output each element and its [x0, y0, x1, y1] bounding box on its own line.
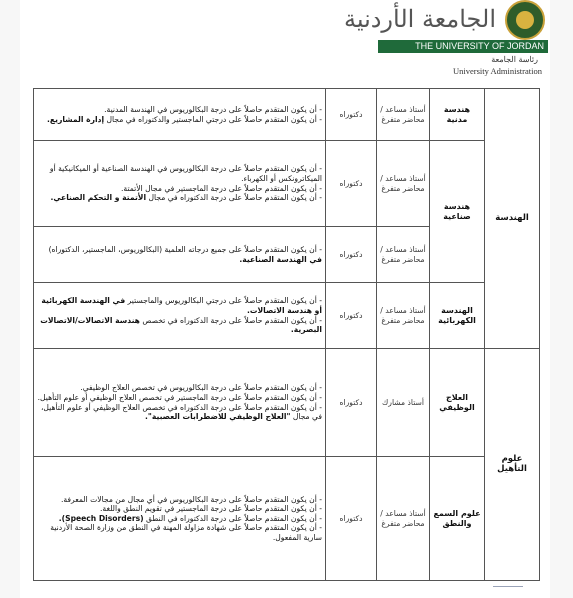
requirement-text: - أن يكون المتقدم حاصلاً على درجتي البكالوريوس والماجستير	[125, 296, 322, 306]
rank-cell: أستاذ مساعد / محاضر متفرغ	[377, 89, 430, 141]
requirement-emphasis: الأتمتة و التحكم الصناعي.	[50, 193, 147, 203]
requirement-line	[37, 514, 322, 524]
requirement-line	[37, 193, 322, 203]
requirement-text: - أن يكون المتقدم حاصلاً على درجة البكالوريوس في تخصص العلاج الوظيفي.	[80, 383, 322, 393]
requirements-cell	[34, 141, 326, 227]
requirement-line	[37, 383, 322, 393]
requirement-text: - أن يكون المتقدم حاصلاً على درجة الماجستير في مجال الأتمتة.	[120, 183, 322, 193]
requirement-text: - أن يكون المتقدم حاصلاً على درجة البكالوريوس في الهندسة الصناعية أو الميكانيكية أو الميكاترونكس أو الكهرباء.	[49, 164, 322, 183]
table-row	[34, 349, 540, 457]
rank-cell: أستاذ مساعد / محاضر متفرغ	[377, 457, 430, 581]
specialty-cell: الهندسة الكهربائية	[430, 283, 485, 349]
requirement-text: - أن يكون المتقدم حاصلاً على شهادة مزاولة المهنة في النطق من وزارة الصحة الأردنية سارية المفعول.	[50, 523, 322, 542]
header-rule	[378, 52, 548, 53]
rank-cell: أستاذ مساعد / محاضر متفرغ	[377, 283, 430, 349]
requirement-line	[37, 403, 322, 422]
requirements-cell	[34, 227, 326, 283]
rank-cell: أستاذ مساعد / محاضر متفرغ	[377, 227, 430, 283]
university-name-arabic-logo: الجامعة الأردنية	[343, 5, 497, 33]
requirements-cell	[34, 457, 326, 581]
requirements-cell	[34, 89, 326, 141]
requirement-text: - أن يكون المتقدم حاصلاً على درجة الدكتوراه في تخصص العلاج الوظيفي أو علوم التأهيل، في مجال	[40, 402, 322, 422]
rank-cell: أستاذ مساعد / محاضر متفرغ	[377, 141, 430, 227]
table-row	[34, 457, 540, 581]
degree-cell: دكتوراه	[326, 283, 377, 349]
requirement-text: - أن يكون المتقدم حاصلاً على درجة البكالوريوس في أي مجال من مجالات المعرفة.	[60, 494, 322, 504]
administration-english: University Administration	[452, 66, 542, 76]
requirement-emphasis: (Speech Disorders).	[58, 513, 144, 523]
requirement-text: - أن يكون المتقدم حاصلاً على درجة البكالوريوس في الهندسة المدنية.	[104, 104, 322, 114]
degree-cell: دكتوراه	[326, 89, 377, 141]
requirement-text: - أن يكون المتقدم حاصلاً على درجتي الماجستير والدكتوراه في مجال	[104, 114, 322, 124]
requirement-emphasis: هندسة الاتصالات/الاتصالات البصرية.	[40, 315, 322, 335]
administration-arabic: رئاسة الجامعة	[491, 55, 538, 64]
major-cell: علوم التأهيل	[485, 349, 540, 581]
major-cell: الهندسة	[485, 89, 540, 349]
requirement-text: - أن يكون المتقدم حاصلاً على درجة الدكتوراه في تخصص	[139, 315, 322, 325]
requirement-line	[37, 523, 322, 542]
table-row	[34, 283, 540, 349]
positions-table	[33, 88, 540, 581]
table-row	[34, 89, 540, 141]
degree-cell: دكتوراه	[326, 227, 377, 283]
requirement-line	[37, 245, 322, 264]
requirement-line	[37, 504, 322, 514]
requirement-text: - أن يكون المتقدم حاصلاً على درجة الدكتوراه في مجال	[146, 193, 322, 203]
requirement-line	[37, 316, 322, 335]
requirements-cell	[34, 349, 326, 457]
requirement-emphasis: في الهندسة الكهربائية أو هندسة الاتصالات.	[41, 296, 322, 315]
rank-cell: أستاذ مشارك	[377, 349, 430, 457]
requirement-line	[37, 393, 322, 403]
requirement-line	[37, 184, 322, 194]
degree-cell: دكتوراه	[326, 457, 377, 581]
requirement-text: - أن يكون المتقدم حاصلاً على درجة الماجستير في تخصص العلاج الوظيفي أو علوم التأهيل.	[37, 392, 322, 402]
page-footer-mark	[493, 586, 523, 595]
requirement-line	[37, 164, 322, 183]
degree-cell: دكتوراه	[326, 349, 377, 457]
requirement-line	[37, 105, 322, 115]
requirement-line	[37, 115, 322, 125]
requirement-text: - أن يكون المتقدم حاصلاً على جميع درجاته العلمية (البكالوريوس، الماجستير، الدكتوراه)	[48, 244, 322, 254]
specialty-cell: العلاج الوظيفي	[430, 349, 485, 457]
requirement-line	[37, 296, 322, 315]
specialty-cell: علوم السمع والنطق	[430, 457, 485, 581]
degree-cell: دكتوراه	[326, 141, 377, 227]
specialty-cell: هندسة مدنية	[430, 89, 485, 141]
university-crest-logo	[505, 0, 545, 40]
requirement-emphasis: إدارة المشاريع.	[47, 114, 105, 124]
crest-emblem-icon	[516, 11, 534, 29]
requirements-cell	[34, 283, 326, 349]
specialty-cell: هندسة صناعية	[430, 141, 485, 283]
requirement-emphasis: في الهندسة الصناعية.	[239, 254, 322, 264]
requirement-emphasis: "العلاج الوظيفي للاضطرابات العصبية".	[145, 412, 291, 422]
requirement-text: - أن يكون المتقدم حاصلاً على درجة الدكتوراه في النطق	[143, 513, 322, 523]
requirement-line	[37, 495, 322, 505]
requirement-text: - أن يكون المتقدم حاصلاً على درجة الماجستير في تقويم النطق واللغة.	[100, 504, 322, 514]
university-name-english: THE UNIVERSITY OF JORDAN	[378, 40, 548, 52]
table-row	[34, 141, 540, 227]
